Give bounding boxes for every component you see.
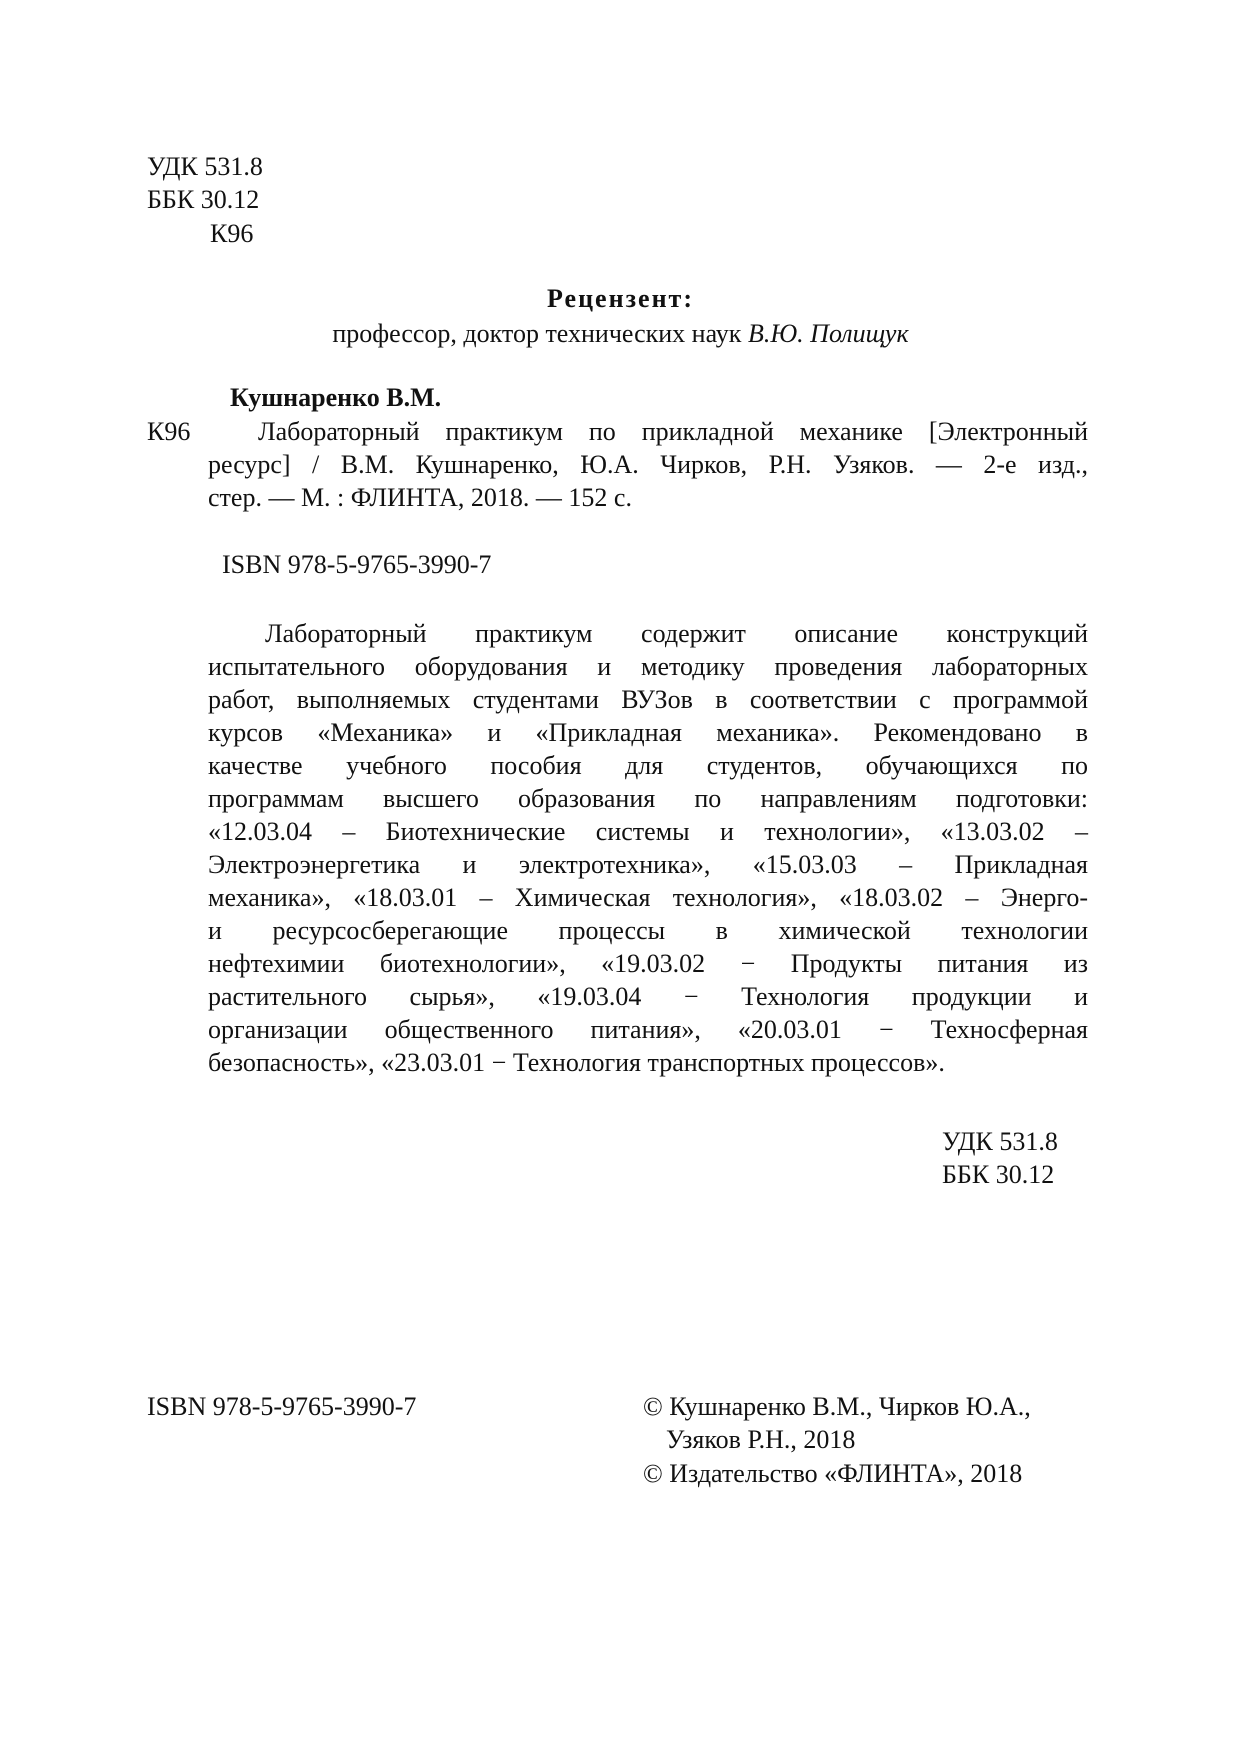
udk-bottom: УДК 531.8: [942, 1127, 1058, 1156]
reviewer-description: профессор, доктор технических наук: [332, 319, 748, 348]
reviewer-heading: Рецензент:: [547, 284, 694, 313]
udk-top: УДК 531.8: [147, 152, 263, 181]
isbn: ISBN 978-5-9765-3990-7: [222, 550, 492, 579]
bbk-top: ББК 30.12: [147, 185, 260, 214]
annotation-line: растительного сырья», «19.03.04 − Технология продукции и: [208, 982, 1088, 1011]
reviewer-line: [0, 317, 1241, 350]
copyright-authors: © Кушнаренко В.М., Чирков Ю.А.,: [643, 1392, 1031, 1421]
annotation-line: курсов «Механика» и «Прикладная механика». Рекомендовано в: [208, 718, 1088, 747]
copyright-publisher: © Издательство «ФЛИНТА», 2018: [643, 1459, 1023, 1488]
annotation-line: испытательного оборудования и методику проведения лабораторных: [208, 652, 1088, 681]
author-mark-top: К96: [210, 219, 254, 248]
author-mark: К96: [147, 417, 191, 446]
annotation-line: Электроэнергетика и электротехника», «15.03.03 – Прикладная: [208, 850, 1088, 879]
reviewer-name: В.Ю. Полищук: [747, 319, 909, 348]
annotation-line: безопасность», «23.03.01 − Технология транспортных процессов».: [208, 1048, 945, 1077]
annotation-line: работ, выполняемых студентами ВУЗов в соответствии с программой: [208, 685, 1088, 714]
bbk-bottom: ББК 30.12: [942, 1160, 1055, 1189]
annotation-line: организации общественного питания», «20.03.01 − Техносферная: [208, 1015, 1088, 1044]
bib-line: ресурс] / В.М. Кушнаренко, Ю.А. Чирков, Р.Н. Узяков. — 2-е изд.,: [208, 450, 1088, 479]
bibliographic-description: [208, 415, 1088, 514]
annotation: [208, 617, 1088, 1079]
copyright-authors-cont: Узяков Р.Н., 2018: [666, 1425, 856, 1454]
annotation-line: программам высшего образования по направлениям подготовки:: [208, 784, 1088, 813]
annotation-line: качестве учебного пособия для студентов, обучающихся по: [208, 751, 1088, 780]
annotation-line: механика», «18.03.01 – Химическая технология», «18.03.02 – Энерго-: [208, 883, 1088, 912]
annotation-line: и ресурсосберегающие процессы в химической технологии: [208, 916, 1088, 945]
book-author: Кушнаренко В.М.: [230, 383, 442, 412]
annotation-line: Лабораторный практикум содержит описание конструкций: [265, 619, 1088, 648]
annotation-line: «12.03.04 – Биотехнические системы и технологии», «13.03.02 –: [208, 817, 1088, 846]
footer-isbn: ISBN 978-5-9765-3990-7: [147, 1392, 417, 1421]
annotation-line: нефтехимии биотехнологии», «19.03.02 − Продукты питания из: [208, 949, 1088, 978]
bib-line: стер. — М. : ФЛИНТА, 2018. — 152 с.: [208, 483, 632, 512]
bib-line: Лабораторный практикум по прикладной механике [Электронный: [258, 417, 1088, 446]
